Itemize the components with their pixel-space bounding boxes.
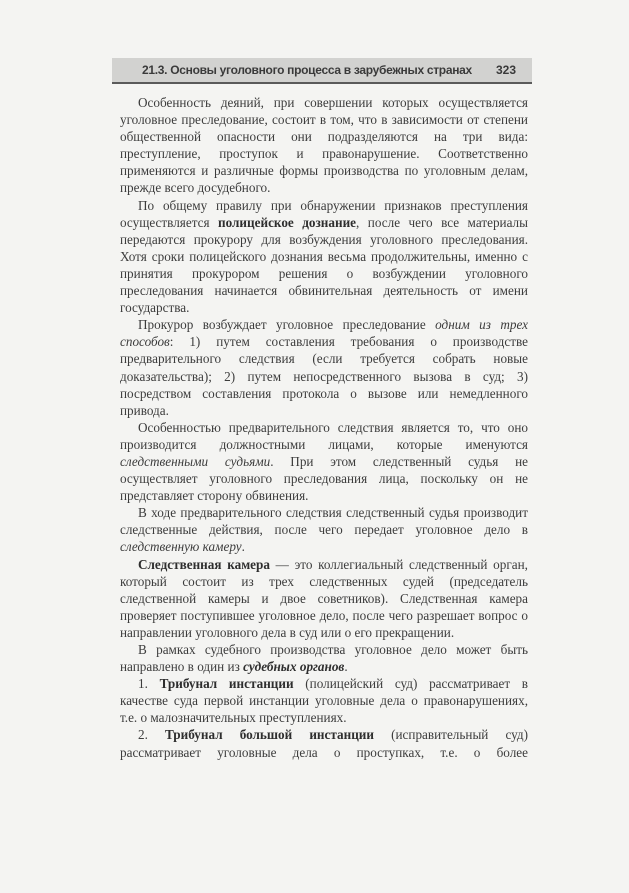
emphasis-term: следственными судьями (120, 453, 271, 469)
page-number: 323 (495, 63, 516, 77)
text-run: По общему правилу при обнаружении признаков преступления осуществляется (120, 197, 528, 230)
text-run: : 1) путем составления требования о производстве предварительного следствия (если требуется собрать новые доказательства); 2) путем непосредственного вызова в суд; 3) посредством составления протокола о вызове или немедленного привода. (120, 334, 528, 418)
text-run: . (241, 539, 245, 555)
emphasis-term: Трибунал большой инстанции (164, 727, 374, 743)
text-run: В рамках судебного производства уголовное дело может быть направлено в один из (120, 642, 528, 675)
running-title: 21.3. Основы уголовного процесса в зарубежных странах (142, 63, 472, 77)
text-run: 1. (138, 676, 160, 692)
text-run: (полицейский суд) рассматривает в качестве суда первой инстанции уголовные дела о правонарушениях, т.е. о малозначительных преступлениях. (120, 676, 529, 726)
paragraph-tribunal-grand-instance (120, 726, 528, 760)
body-text (120, 94, 528, 761)
paragraph-judicial-bodies (120, 641, 528, 675)
paragraph-investigation-chamber-transfer (120, 504, 528, 555)
text-run: 2. (138, 727, 165, 743)
emphasis-term: полицейское дознание (218, 214, 357, 230)
text-run: . При этом следственный судья не осуществляет уголовного преследования лица, поскольку он не представляет сторону обвинения. (120, 453, 528, 504)
emphasis-term: Следственная камера (138, 556, 270, 572)
text-run: , после чего все материалы передаются прокурору для возбуждения уголовного преследования. Хотя сроки полицейского дознания весьма продолжительны, именно с принятия прокурором решения о возбуждении уголовного преследования начинается обвинительная деятельность от имени государства. (120, 214, 529, 316)
emphasis-term-wrapper (243, 659, 344, 674)
text-run: (исправительный суд) рассматривает уголовные дела о проступках, т.е. о более (120, 727, 528, 760)
emphasis-term: следственную камеру (120, 539, 242, 555)
paragraph-investigation-chamber-definition (120, 556, 528, 641)
emphasis-term: судебных органов (243, 659, 345, 675)
text-run: Особенность деяний, при совершении которых осуществляется уголовное преследование, состоит в том, что в зависимости от степени общественной опасности они подразделяются на три вида: преступление, проступок и правонарушение. Соответственно применяются и различные формы производства по уголовным делам, прежде всего досудебного. (120, 95, 528, 196)
emphasis-term: Трибунал инстанции (159, 676, 294, 692)
text-run: Особенностью предварительного следствия является то, что оно производится должностными лицами, которые именуются (120, 419, 528, 452)
paragraph-acts-features (120, 94, 528, 197)
paragraph-police-inquiry (120, 197, 528, 317)
text-run: Прокурор возбуждает уголовное преследование (138, 317, 436, 333)
paragraph-tribunal-instance (120, 675, 528, 726)
paragraph-prosecutor-methods (120, 316, 528, 419)
emphasis-term: одним из трех способов (120, 317, 528, 350)
paragraph-investigating-judges (120, 419, 528, 504)
text-run: — это коллегиальный следственный орган, который состоит из трех следственных судей (председатель следственной камеры и двое советников). Следственная камера проверяет поступившее уголовное дело, после чего разрешает вопрос о направлении уголовного дела в суд или о его прекращении. (120, 556, 528, 640)
running-header (112, 58, 532, 84)
text-run: . (344, 659, 348, 675)
text-run: В ходе предварительного следствия следственный судья производит следственные действия, после чего передает уголовное дело в (120, 505, 528, 538)
